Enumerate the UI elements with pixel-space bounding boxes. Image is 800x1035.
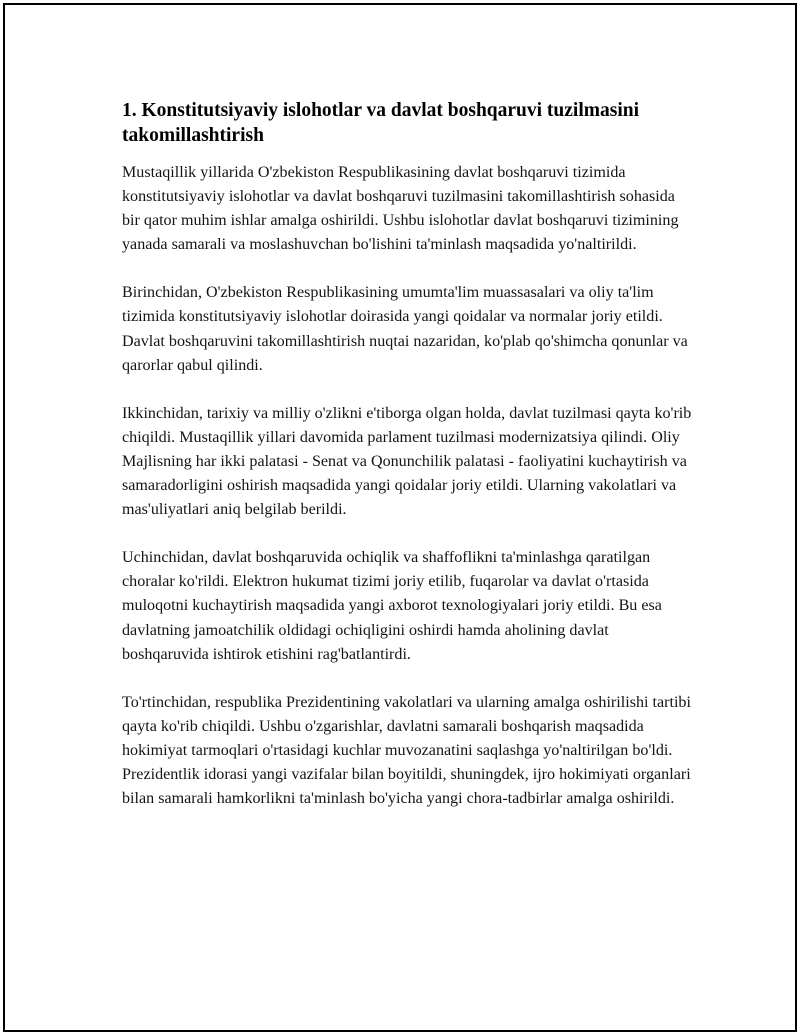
page-frame (3, 3, 797, 1032)
document-body (122, 98, 692, 835)
paragraph-third: Uchinchidan, davlat boshqaruvida ochiqlik va shaffoflikni ta'minlashga qaratilgan choralar ko'rildi. Elektron hukumat tizimi joriy etilib, fuqarolar va davlat o'rtasida muloqotni kuchaytirish maqsadida yangi axborot texnologiyalari joriy etildi. Bu esa davlatning jamoatchilik oldidagi ochiqligini oshirdi hamda aholining davlat boshqaruvida ishtirok etishini rag'batlantirdi. (122, 549, 662, 663)
section-heading: 1. Konstitutsiyaviy islohotlar va davlat boshqaruvi tuzilmasini takomillashtirish (122, 100, 640, 146)
paragraph-intro: Mustaqillik yillarida O'zbekiston Respublikasining davlat boshqaruvi tizimida konstitutsiyaviy islohotlar va davlat boshqaruvi tuzilmasini takomillashtirish sohasida bir qator muhim ishlar amalga oshirildi. Ushbu islohotlar davlat boshqaruvi tizimining yanada samarali va moslashuvchan bo'lishini ta'minlash maqsadida yo'naltirildi. (122, 164, 679, 254)
paragraph-fourth: To'rtinchidan, respublika Prezidentining vakolatlari va ularning amalga oshirilishi tartibi qayta ko'rib chiqildi. Ushbu o'zgarishlar, davlatni samarali boshqarish maqsadida hokimiyat tarmoqlari o'rtasidagi kuchlar muvozanatini saqlashga yo'naltirilgan bo'ldi. Prezidentlik idorasi yangi vazifalar bilan boyitildi, shuningdek, ijro hokimiyati organlari bilan samarali hamkorlikni ta'minlash bo'yicha yangi chora-tadbirlar amalga oshirildi. (122, 693, 691, 808)
paragraph-second: Ikkinchidan, tarixiy va milliy o'zlikni e'tiborga olgan holda, davlat tuzilmasi qayta ko'rib chiqildi. Mustaqillik yillari davomida parlament tuzilmasi modernizatsiya qilindi. Oliy Majlisning har ikki palatasi - Senat va Qonunchilik palatasi - faoliyatini kuchaytirish va samaradorligini oshirish maqsadida yangi qoidalar joriy etildi. Ularning vakolatlari va mas'uliyatlari aniq belgilab berildi. (122, 404, 692, 519)
paragraph-first: Birinchidan, O'zbekiston Respublikasining umumta'lim muassasalari va oliy ta'lim tizimida konstitutsiyaviy islohotlar doirasida yangi qoidalar va normalar joriy etildi. Davlat boshqaruvini takomillashtirish nuqtai nazaridan, ko'plab qo'shimcha qonunlar va qarorlar qabul qilindi. (122, 284, 688, 374)
